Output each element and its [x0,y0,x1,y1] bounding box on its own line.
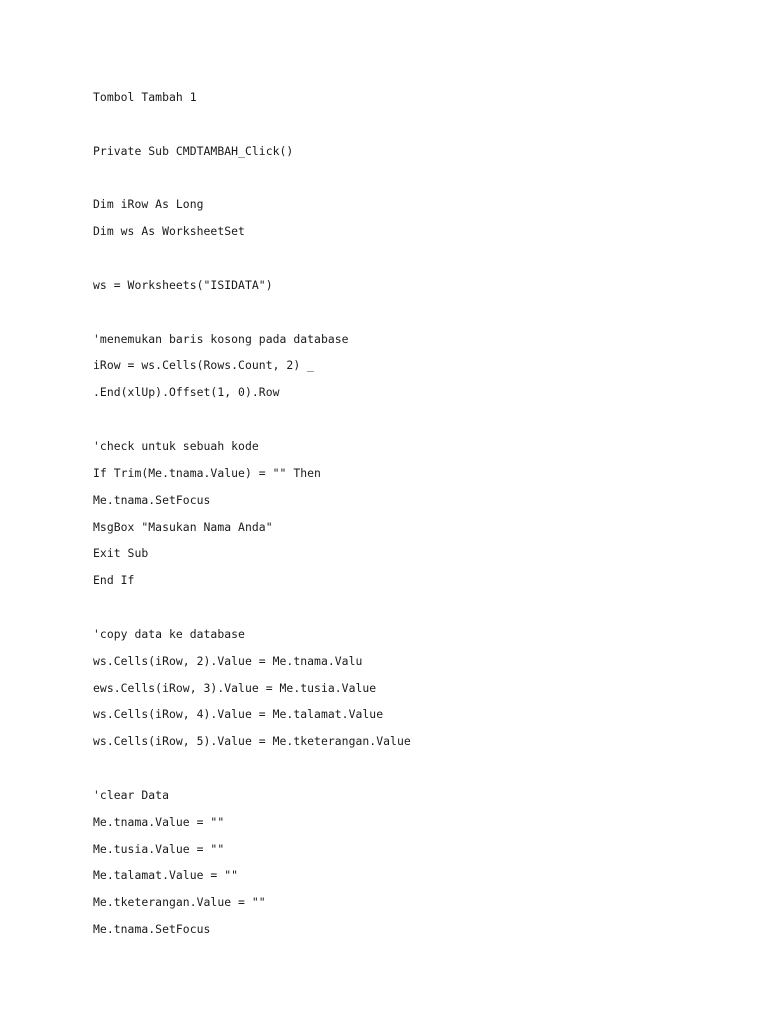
code-line: Private Sub CMDTAMBAH_Click() [93,143,294,158]
code-comment: 'clear Data [93,787,169,802]
code-line: ws = Worksheets("ISIDATA") [93,277,273,292]
code-line: Dim iRow As Long [93,197,204,212]
code-line: ws.Cells(iRow, 5).Value = Me.tketerangan.Value [93,734,411,749]
code-line: Me.tketerangan.Value = "" [93,895,266,910]
blank-line [93,594,411,621]
code-line: iRow = ws.Cells(Rows.Count, 2) _ [93,358,315,373]
code-line: Exit Sub [93,546,149,561]
code-line: Me.tnama.Value = "" [93,814,225,829]
blank-line [93,755,411,782]
code-line: If Trim(Me.tnama.Value) = "" Then [93,465,321,480]
blank-line [93,165,411,192]
document-title: Tombol Tambah 1 [93,90,197,104]
blank-line [93,299,411,326]
code-line: Me.tusia.Value = "" [93,841,225,856]
code-comment: 'check untuk sebuah kode [93,438,259,453]
code-comment: 'menemukan baris kosong pada database [93,331,349,346]
code-line: Me.tnama.SetFocus [93,922,211,937]
blank-line [93,406,411,433]
code-line: .End(xlUp).Offset(1, 0).Row [93,385,280,400]
blank-line [93,245,411,272]
blank-line [93,111,411,138]
code-line: Me.tnama.SetFocus [93,492,211,507]
code-line: ws.Cells(iRow, 4).Value = Me.talamat.Value [93,707,384,722]
code-line: End If [93,573,135,588]
code-line: ws.Cells(iRow, 2).Value = Me.tnama.Valu [93,653,363,668]
code-comment: 'copy data ke database [93,626,245,641]
code-listing [93,84,411,943]
code-line: Dim ws As WorksheetSet [93,224,245,239]
code-line: Me.talamat.Value = "" [93,868,239,883]
code-line: MsgBox "Masukan Nama Anda" [93,519,273,534]
code-line: ews.Cells(iRow, 3).Value = Me.tusia.Value [93,680,377,695]
